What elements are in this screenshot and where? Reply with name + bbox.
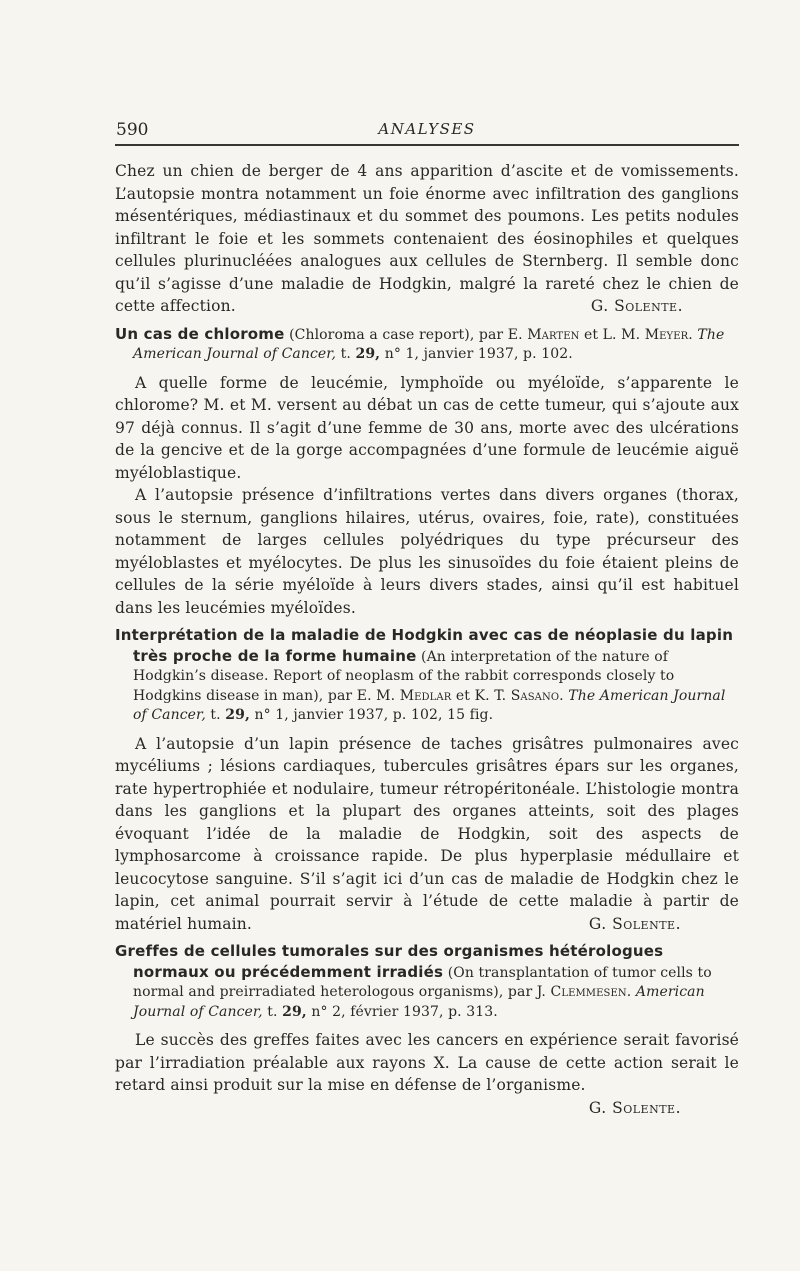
author-name: Meyer. bbox=[644, 326, 693, 343]
article-heading bbox=[115, 325, 739, 365]
article-title: Interprétation de la maladie de Hodgkin avec cas de néoplasie du lapin très proche de la forme humaine bbox=[115, 626, 734, 665]
volume-prefix: t. bbox=[205, 707, 226, 723]
journal-name: American Journal of Cancer, bbox=[133, 984, 705, 1020]
volume-prefix: t. bbox=[262, 1003, 283, 1020]
original-title: (An interpretation of the nature of Hodgkin’s disease. Report of neoplasm of the rabbit corresponds closely to Hodgkins disease in man), par E. M. bbox=[133, 648, 675, 704]
article-title: Greffes de cellules tumorales sur des organismes hétérologues normaux ou précédemment irradiés bbox=[115, 942, 664, 981]
paragraph: A l’autopsie présence d’infiltrations vertes dans divers organes (thorax, sous le sternum, ganglions hilaires, utérus, ovaires, foie, rate), constituées notamment de larges cellules polyédriques du type précurseur des myéloblastes et myélocytes. De plus les sinusoïdes du foie étaient pleins de cellules de la série myéloïde à leurs divers stades, ainsi qu’il est habituel dans les leucémies myéloïdes. bbox=[115, 486, 739, 617]
volume-number: 29, bbox=[355, 346, 381, 362]
original-title: (On transplantation of tumor cells to normal and preirradiated heterologous organisms), par J. bbox=[133, 964, 712, 1000]
signature: G. Solente. bbox=[588, 914, 681, 933]
author-name: Marten bbox=[527, 326, 580, 343]
page-number: 590 bbox=[116, 120, 149, 140]
running-title: ANALYSES bbox=[378, 120, 476, 138]
author-name: Clemmesen. bbox=[550, 984, 632, 1000]
issue-info: n° 2, février 1937, p. 313. bbox=[306, 1003, 498, 1020]
signature: G. Solente. bbox=[590, 297, 683, 315]
issue-info: n° 1, janvier 1937, p. 102. bbox=[380, 346, 573, 362]
article-heading bbox=[115, 942, 739, 1022]
paragraph: Le succès des greffes faites avec les cancers en expérience serait favorisé par l’irradiation préalable aux rayons X. La cause de cette action serait le retard ainsi produit sur la mise en défense de l’organisme. bbox=[115, 1031, 739, 1094]
issue-info: n° 1, janvier 1937, p. 102, 15 fig. bbox=[249, 707, 494, 723]
author-name: Sasano. bbox=[510, 687, 564, 704]
paragraph bbox=[115, 160, 739, 318]
original-title: (Chloroma a case report), par bbox=[289, 326, 504, 343]
volume-number: 29, bbox=[225, 707, 250, 723]
author-join: et K. T. bbox=[451, 687, 511, 704]
page-content bbox=[115, 160, 739, 1119]
journal-name: The American Journal of Cancer, bbox=[133, 687, 726, 723]
article-heading bbox=[115, 626, 739, 726]
author-prefix: E. bbox=[507, 326, 528, 343]
author-join: et L. M. bbox=[579, 326, 645, 343]
volume-number: 29, bbox=[282, 1003, 307, 1020]
paragraph: A quelle forme de leucémie, lymphoïde ou myéloïde, s’apparente le chlorome? M. et M. versent au débat un cas de cette tumeur, qui s’ajoute aux 97 déjà connus. Il s’agit d’une femme de 30 ans, morte avec des ulcérations de la gencive et de la gorge accompagnées d’une formule de leucémie aiguë myéloblastique. bbox=[115, 373, 739, 482]
signature: G. Solente. bbox=[588, 1098, 681, 1117]
journal-name: The American Journal of Cancer, bbox=[133, 326, 725, 362]
article-title: Un cas de chlorome bbox=[115, 324, 285, 343]
page bbox=[115, 116, 739, 1119]
author-name: Medlar bbox=[399, 687, 452, 704]
volume-prefix: t. bbox=[336, 346, 356, 362]
paragraph-text: Chez un chien de berger de 4 ans apparition d’ascite et de vomissements. L’autopsie montra notamment un foie énorme avec infiltration des ganglions mésentériques, médiastinaux et du sommet des poumons. Les petits nodules infiltrant le foie et les sommets contenaient des éosinophiles et quelques cellules plurinucléées analogues aux cellules de Sternberg. Il semble donc qu’il s’agisse d’une maladie de Hodgkin, malgré la rareté chez le chien de cette affection. bbox=[115, 162, 739, 315]
paragraph-text: A l’autopsie d’un lapin présence de taches grisâtres pulmonaires avec mycéliums ; lésions cardiaques, tubercules grisâtres épars sur les organes, rate hypertrophiée et nodulaire, tumeur rétropéritonéale. L’histologie montra dans les ganglions et la plupart des organes atteints, soit des plages évoquant l’idée de la maladie de Hodgkin, soit des aspects de lymphosarcome à croissance rapide. De plus hyperplasie médullaire et leucocytose sanguine. S’il s’agit ici d’un cas de maladie de Hodgkin chez le lapin, cet animal pourrait servir à l’étude de cette maladie à partir de matériel humain. bbox=[115, 734, 739, 933]
paragraph bbox=[115, 733, 739, 936]
page-header bbox=[115, 116, 739, 146]
